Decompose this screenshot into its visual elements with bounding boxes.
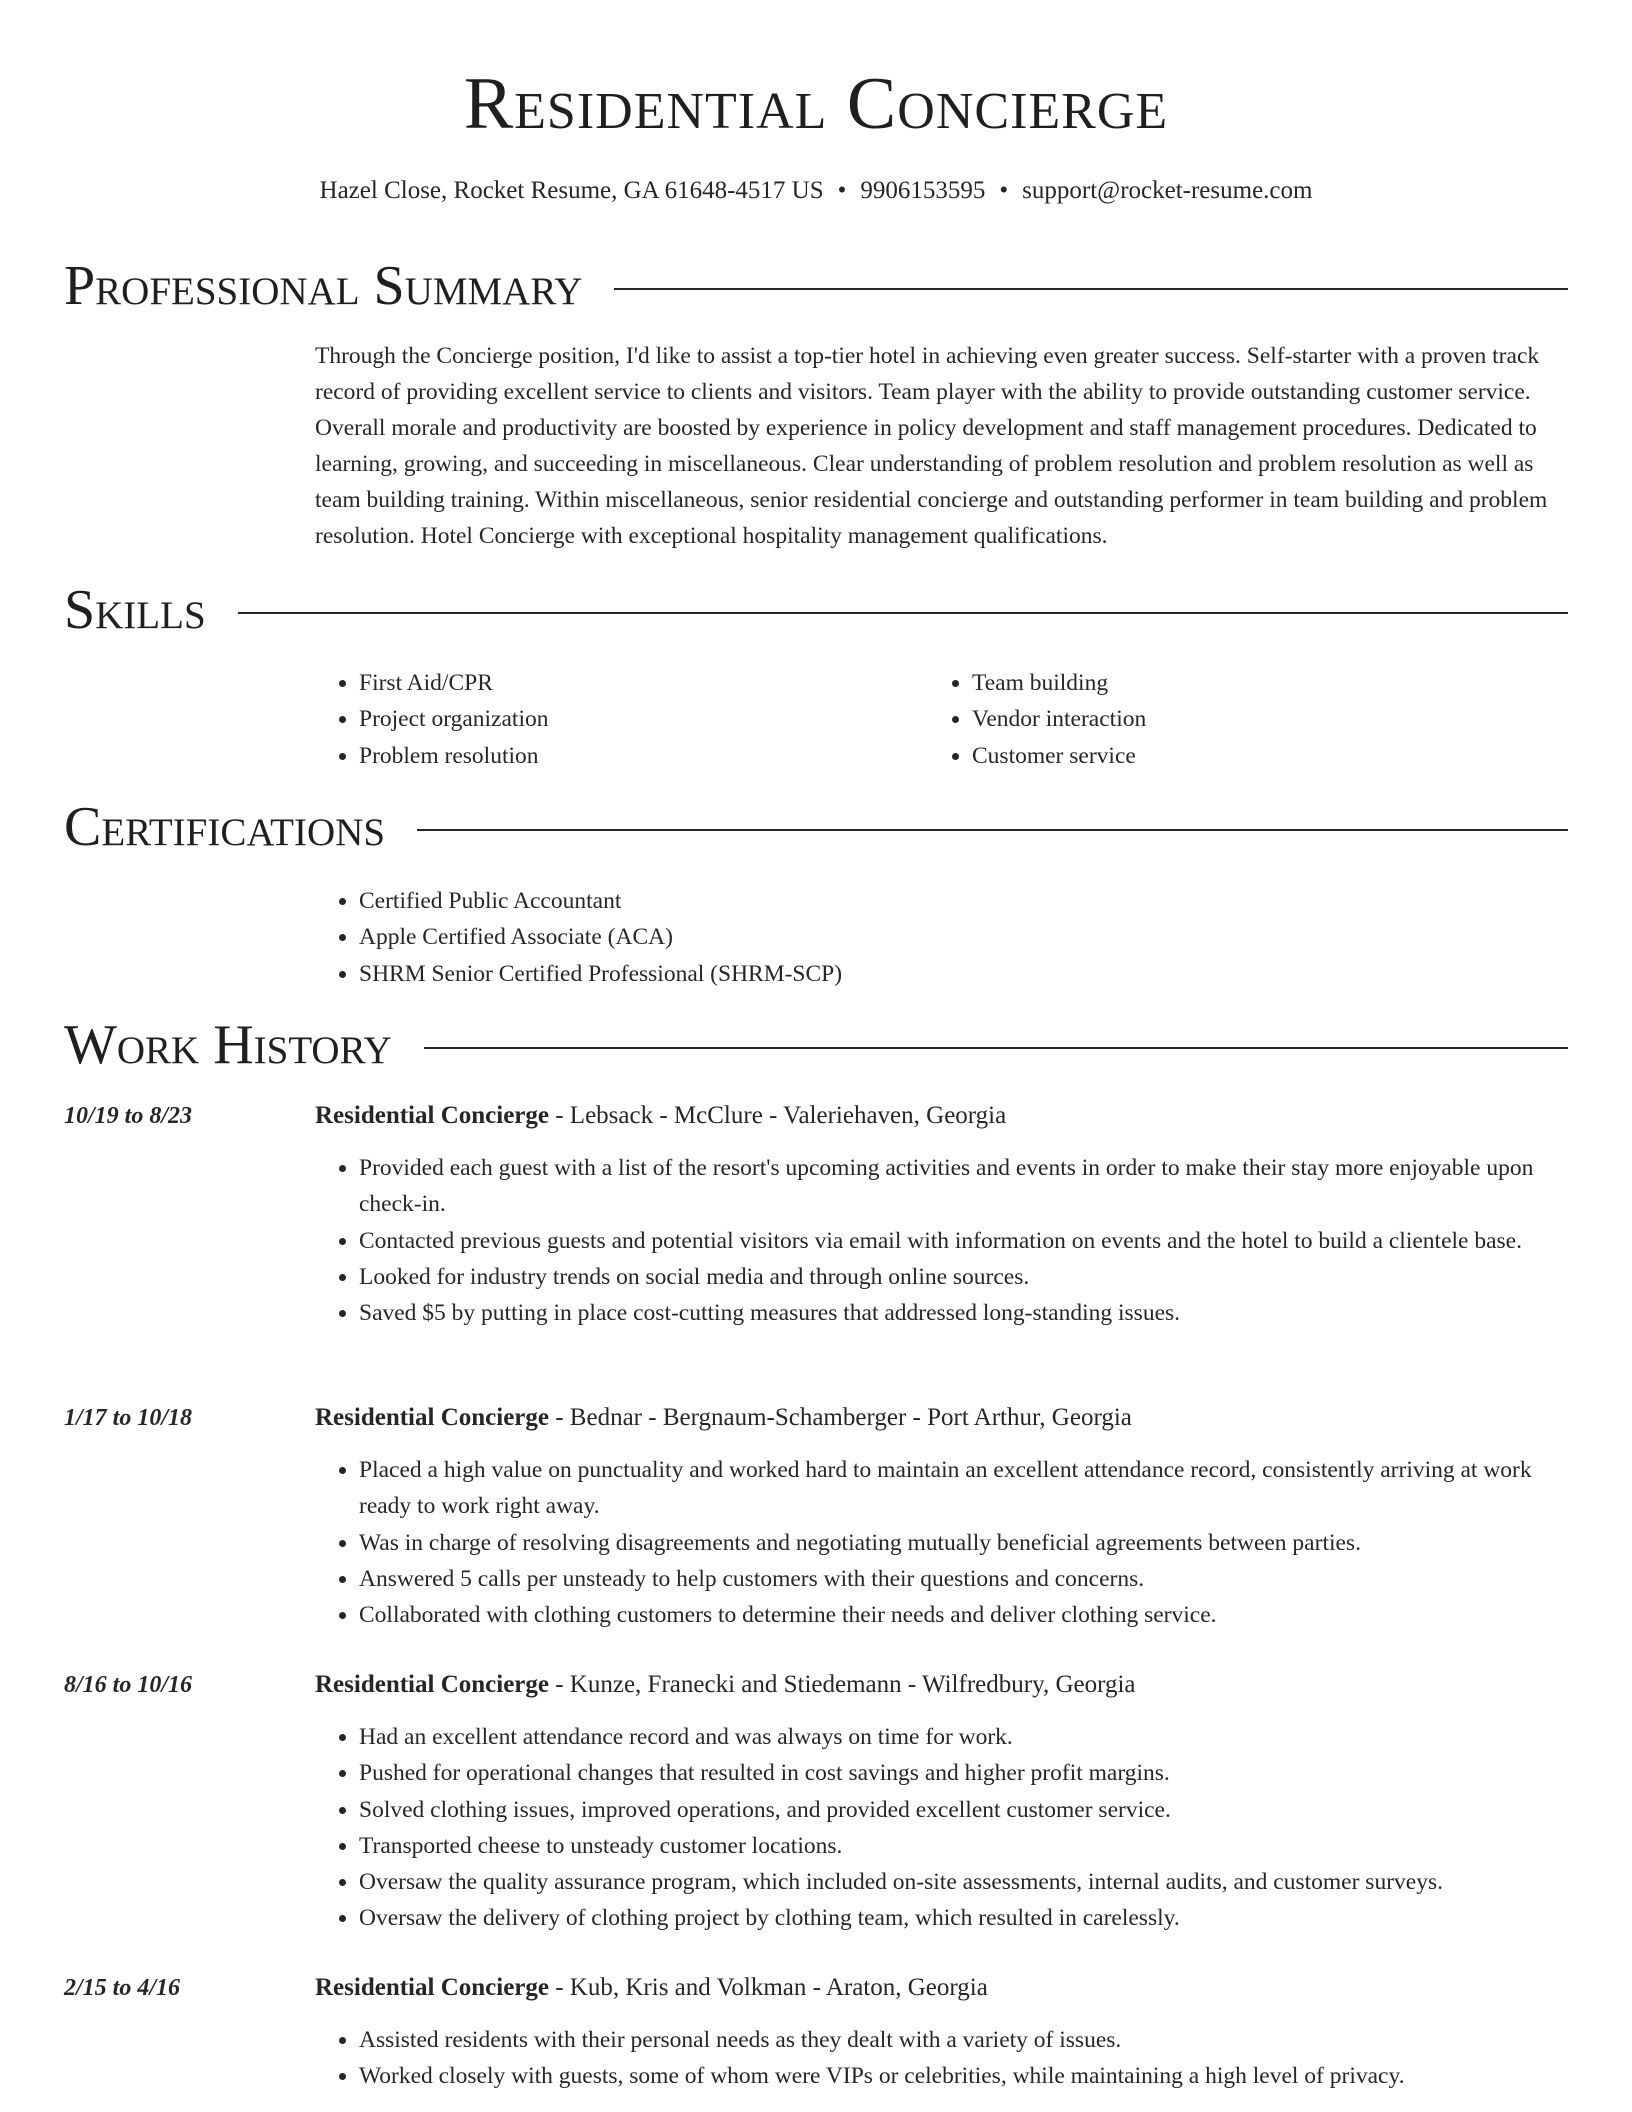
section-divider — [614, 288, 1568, 290]
job-bullets — [315, 1719, 1568, 1937]
section-header-summary — [64, 254, 1568, 318]
job-employer: - Kub, Kris and Volkman - Araton, Georgia — [548, 1974, 988, 2001]
certification-item: • Apple Certified Associate (ACA) — [359, 919, 842, 955]
job-role: Residential Concierge — [315, 1404, 549, 1431]
contact-email: support@rocket-resume.com — [1022, 177, 1313, 204]
job-bullet: • Contacted previous guests and potential visitors via email with information on events and the hotel to build a clientele base. — [359, 1223, 1568, 1259]
job-employer: - Lebsack - McClure - Valeriehaven, Georgia — [548, 1102, 1007, 1129]
job-bullet: • Worked closely with guests, some of whom were VIPs or celebrities, while maintaining a high level of privacy. — [359, 2058, 1568, 2094]
job-bullet: • Had an excellent attendance record and was always on time for work. — [359, 1719, 1568, 1755]
job-role: Residential Concierge — [315, 1974, 549, 2001]
job-dates: 2/15 to 4/16 — [64, 1975, 181, 2001]
job-title-line — [315, 1970, 988, 2006]
skill-item: • Problem resolution — [359, 738, 548, 774]
job-bullets — [315, 1452, 1568, 1633]
section-title: Certifications — [64, 796, 386, 858]
job-title-line — [315, 1400, 1132, 1436]
skill-item: • Customer service — [972, 738, 1146, 774]
summary-text: Through the Concierge position, I'd like to assist a top-tier hotel in achieving even greater success. Self-starter with a proven track record of providing excellent service to clients and visitors. Team player with the ability to provide outstanding customer service. Overall morale and productivity are boosted by experience in policy development and staff management procedures. Dedicated to learning, growing, and succeeding in miscellaneous. Clear understanding of problem resolution and problem resolution as well as team building training. Within miscellaneous, senior residential concierge and outstanding performer in team building and problem resolution. Hotel Concierge with exceptional hospitality management qualifications. — [315, 343, 1548, 549]
job-bullet: • Answered 5 calls per unsteady to help customers with their questions and concerns. — [359, 1561, 1568, 1597]
section-header-certifications — [64, 795, 1568, 859]
job-dates: 10/19 to 8/23 — [64, 1103, 193, 1129]
job-bullet: • Oversaw the delivery of clothing project by clothing team, which resulted in carelessly. — [359, 1900, 1568, 1936]
job-bullet: • Assisted residents with their personal needs as they dealt with a variety of issues. — [359, 2022, 1568, 2058]
job-bullet: • Pushed for operational changes that resulted in cost savings and higher profit margins. — [359, 1755, 1568, 1791]
job-bullet: • Was in charge of resolving disagreements and negotiating mutually beneficial agreements between parties. — [359, 1525, 1568, 1561]
contact-address: Hazel Close, Rocket Resume, GA 61648-4517 US — [319, 177, 824, 204]
job-bullet: • Collaborated with clothing customers to determine their needs and deliver clothing service. — [359, 1597, 1568, 1633]
certification-item: • Certified Public Accountant — [359, 883, 842, 919]
job-role: Residential Concierge — [315, 1671, 549, 1698]
section-title: Professional Summary — [64, 255, 583, 317]
job-bullets — [315, 2022, 1568, 2095]
contact-phone: 9906153595 — [860, 177, 986, 204]
skills-column-right — [928, 665, 1146, 774]
job-employer: - Kunze, Franecki and Stiedemann - Wilfredbury, Georgia — [548, 1671, 1136, 1698]
skills-column-left — [315, 665, 548, 774]
section-title: Skills — [64, 579, 206, 641]
certification-item: • SHRM Senior Certified Professional (SHRM-SCP) — [359, 956, 842, 992]
job-title-line — [315, 1098, 1006, 1134]
section-divider — [238, 612, 1568, 614]
job-bullet: • Placed a high value on punctuality and worked hard to maintain an excellent attendance record, consistently arriving at work ready to work right away. — [359, 1452, 1568, 1525]
job-bullet: • Solved clothing issues, improved operations, and provided excellent customer service. — [359, 1792, 1568, 1828]
contact-line — [0, 174, 1632, 208]
job-bullets — [315, 1150, 1568, 1331]
contact-separator: • — [837, 177, 847, 204]
skill-item: • Vendor interaction — [972, 701, 1146, 737]
section-title: Work History — [64, 1014, 392, 1076]
section-header-skills — [64, 578, 1568, 642]
skill-item: • Project organization — [359, 701, 548, 737]
job-dates: 1/17 to 10/18 — [64, 1405, 193, 1431]
section-header-work-history — [64, 1013, 1568, 1077]
skill-item: • First Aid/CPR — [359, 665, 548, 701]
job-role: Residential Concierge — [315, 1102, 549, 1129]
job-bullet: • Provided each guest with a list of the resort's upcoming activities and events in order to make their stay more enjoyable upon check-in. — [359, 1150, 1568, 1223]
skill-item: • Team building — [972, 665, 1146, 701]
section-divider — [417, 829, 1568, 831]
contact-separator: • — [999, 177, 1009, 204]
job-title-line — [315, 1667, 1136, 1703]
job-bullet: • Oversaw the quality assurance program, which included on-site assessments, internal audits, and customer surveys. — [359, 1864, 1568, 1900]
job-bullet: • Looked for industry trends on social media and through online sources. — [359, 1259, 1568, 1295]
job-bullet: • Saved $5 by putting in place cost-cutting measures that addressed long-standing issues. — [359, 1295, 1568, 1331]
resume-name: Residential Concierge — [463, 63, 1169, 145]
section-divider — [424, 1047, 1568, 1049]
job-dates: 8/16 to 10/16 — [64, 1672, 193, 1698]
certifications-list — [315, 883, 842, 992]
job-bullet: • Transported cheese to unsteady customer locations. — [359, 1828, 1568, 1864]
job-employer: - Bednar - Bergnaum-Schamberger - Port Arthur, Georgia — [548, 1404, 1132, 1431]
